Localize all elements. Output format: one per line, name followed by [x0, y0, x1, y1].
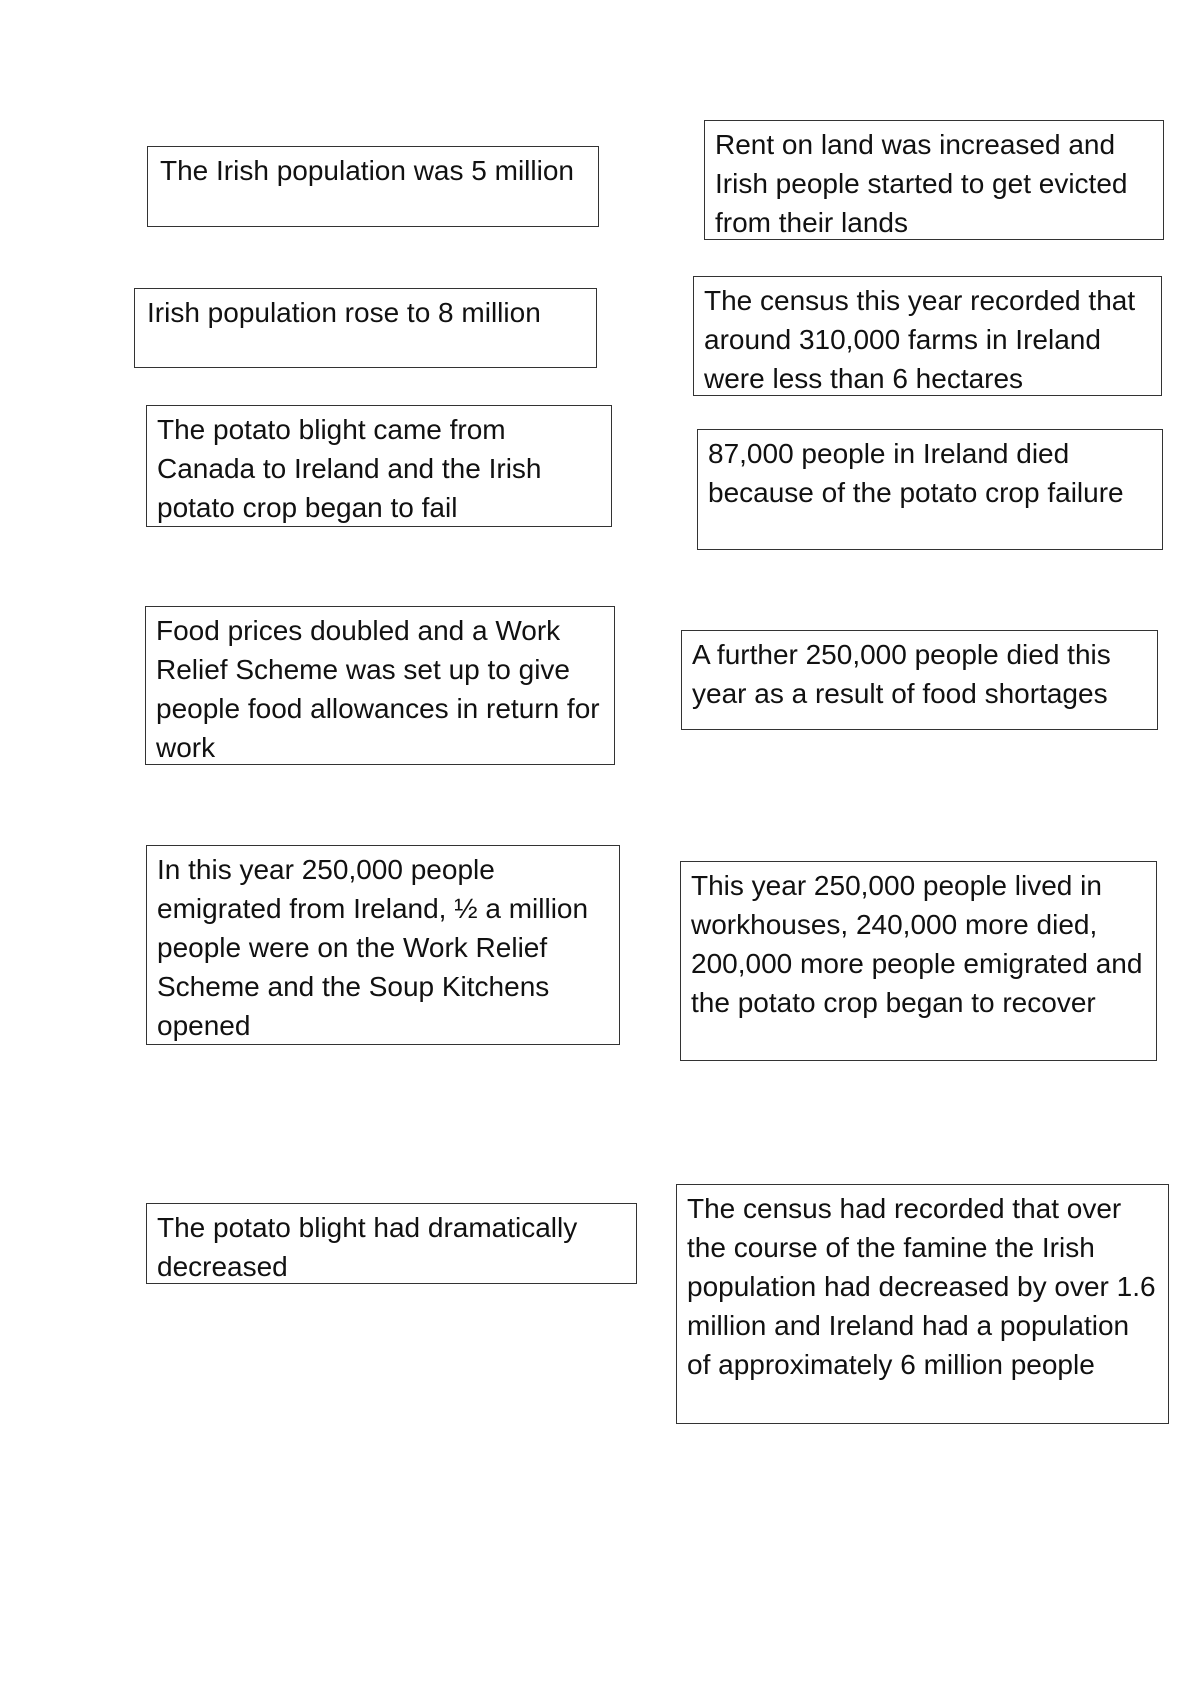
- event-card-text: In this year 250,000 people emigrated from Ireland, ½ a million people were on the Work Relief Scheme and the Soup Kitchens opened: [157, 854, 589, 1041]
- event-card-text: The potato blight had dramatically decreased: [157, 1212, 578, 1282]
- event-card: [697, 429, 1163, 550]
- event-card-text: 87,000 people in Ireland died because of the potato crop failure: [708, 438, 1124, 508]
- event-card: [145, 606, 615, 765]
- event-card: [147, 146, 599, 227]
- event-card-text: Rent on land was increased and Irish people started to get evicted from their lands: [715, 129, 1128, 238]
- event-card: [680, 861, 1157, 1061]
- event-card: [146, 1203, 637, 1284]
- event-card-text: A further 250,000 people died this year as a result of food shortages: [692, 639, 1111, 709]
- event-card: [676, 1184, 1169, 1424]
- event-card-text: The potato blight came from Canada to Ireland and the Irish potato crop began to fail: [157, 414, 542, 523]
- event-card-text: The Irish population was 5 million: [160, 155, 574, 186]
- event-card-text: This year 250,000 people lived in workhouses, 240,000 more died, 200,000 more people emigrated and the potato crop began to recover: [691, 870, 1143, 1018]
- event-card-text: The census this year recorded that around 310,000 farms in Ireland were less than 6 hectares: [704, 285, 1136, 394]
- event-card: [146, 405, 612, 527]
- event-card: [146, 845, 620, 1045]
- event-card: [681, 630, 1158, 730]
- event-card-text: Irish population rose to 8 million: [147, 297, 541, 328]
- event-card: [693, 276, 1162, 396]
- event-card: [134, 288, 597, 368]
- event-card-text: The census had recorded that over the course of the famine the Irish population had decreased by over 1.6 million and Ireland had a population of approximately 6 million people: [687, 1193, 1156, 1380]
- event-card: [704, 120, 1164, 240]
- event-card-text: Food prices doubled and a Work Relief Scheme was set up to give people food allowances in return for work: [156, 615, 600, 763]
